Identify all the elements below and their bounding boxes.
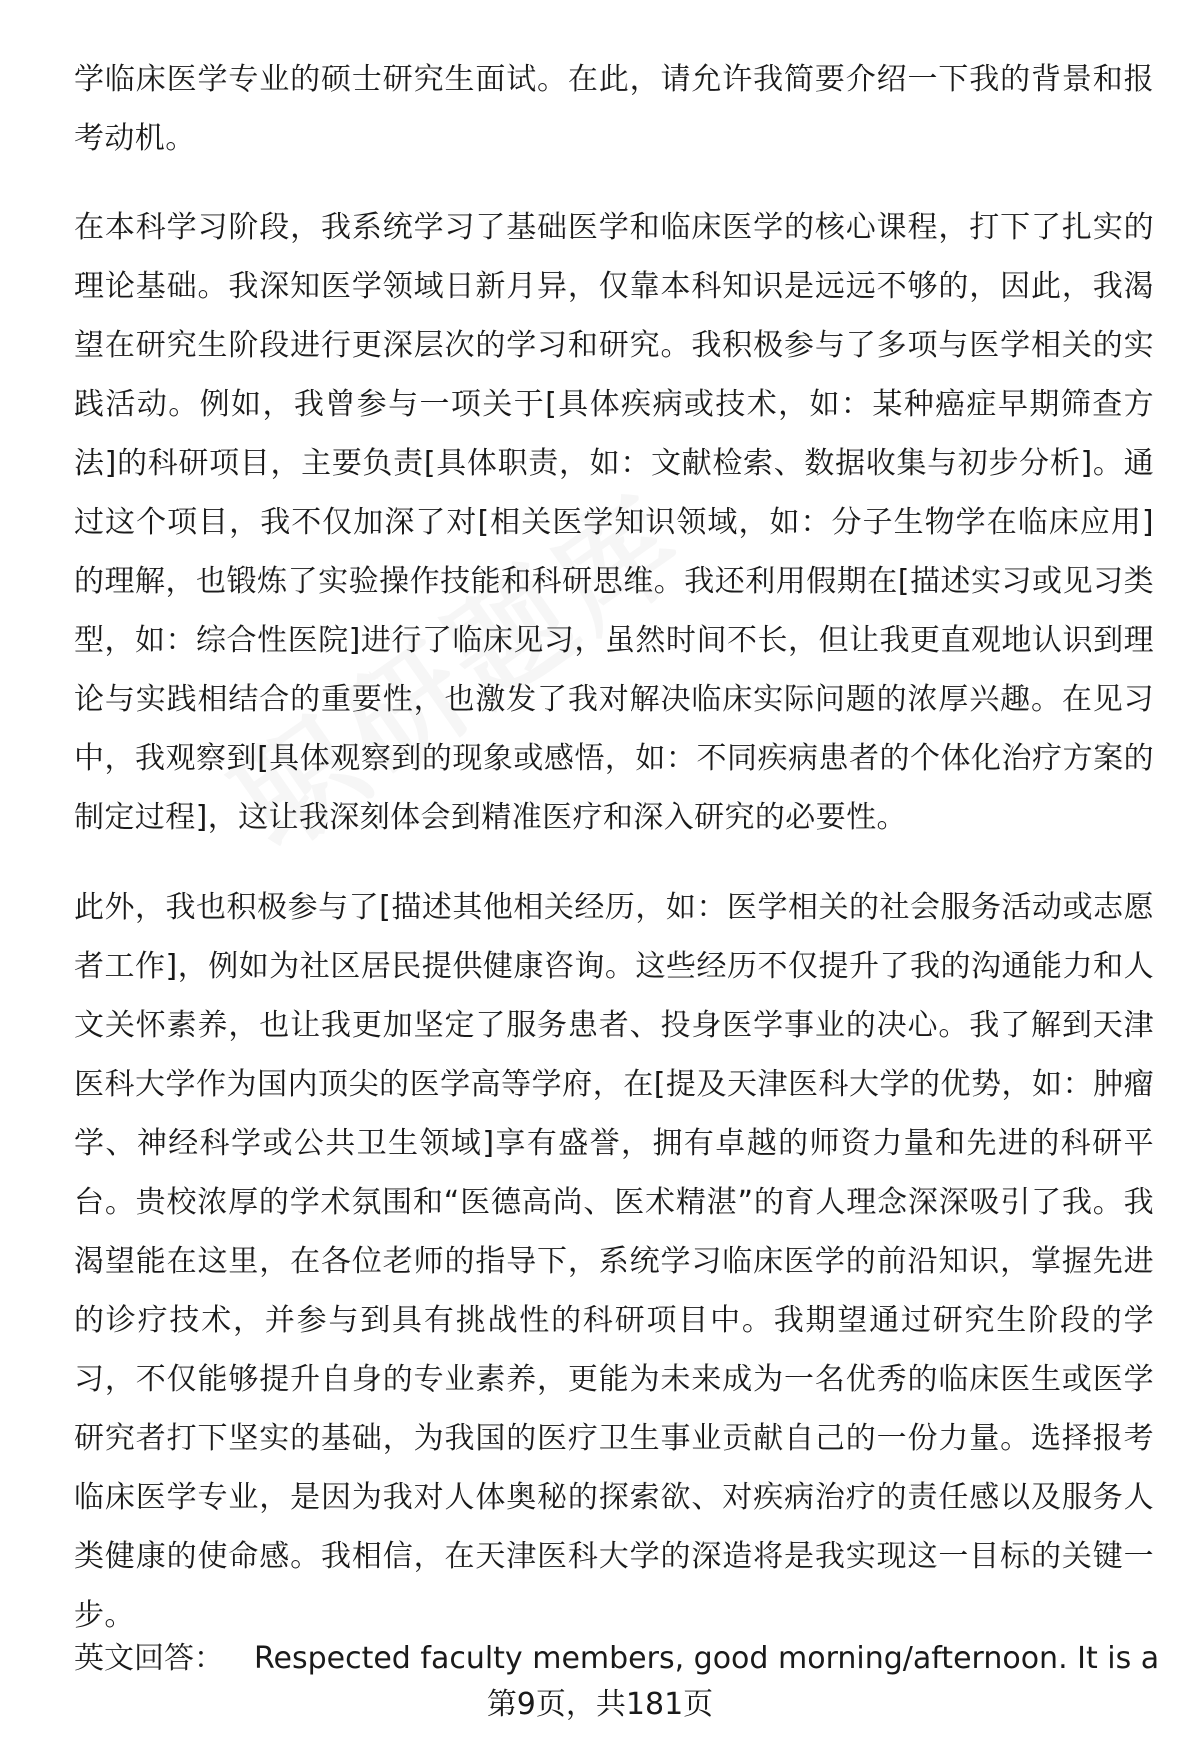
page-number-footer: 第9页，共181页 [486,1687,714,1722]
paragraph-motivation: 此外，我也积极参与了[描述其他相关经历，如：医学相关的社会服务活动或志愿者工作]，例如为社区居民提供健康咨询。这些经历不仅提升了我的沟通能力和人文关怀素养，也让我更加坚定了服务患者、投身医学事业的决心。我了解到天津医科大学作为国内顶尖的医学高等学府，在[提及天津医科大学的优势，如：肿瘤学、神经科学或公共卫生领域]享有盛誉，拥有卓越的师资力量和先进的科研平台。贵校浓厚的学术氛围和“医德高尚、医术精湛”的育人理念深深吸引了我。我渴望能在这里，在各位老师的指导下，系统学习临床医学的前沿知识，掌握先进的诊疗技术，并参与到具有挑战性的科研项目中。我期望通过研究生阶段的学习，不仅能够提升自身的专业素养，更能为未来成为一名优秀的临床医生或医学研究者打下坚实的基础，为我国的医疗卫生事业贡献自己的一份力量。选择报考临床医学专业，是因为我对人体奥秘的探索欲、对疾病治疗的责任感以及服务人类健康的使命感。我相信，在天津医科大学的深造将是我实现这一目标的关键一步。 [74,890,1154,1633]
english-answer-text: Respected faculty members, good morning/afternoon. It is a [254,1641,1160,1676]
english-answer-line [74,1634,1160,1684]
paragraph-intro: 学临床医学专业的硕士研究生面试。在此，请允许我简要介绍一下我的背景和报考动机。 [74,62,1154,156]
paragraph-undergraduate: 在本科学习阶段，我系统学习了基础医学和临床医学的核心课程，打下了扎实的理论基础。我深知医学领域日新月异，仅靠本科知识是远远不够的，因此，我渴望在研究生阶段进行更深层次的学习和研究。我积极参与了多项与医学相关的实践活动。例如，我曾参与一项关于[具体疾病或技术，如：某种癌症早期筛查方法]的科研项目，主要负责[具体职责，如：文献检索、数据收集与初步分析]。通过这个项目，我不仅加深了对[相关医学知识领域，如：分子生物学在临床应用]的理解，也锻炼了实验操作技能和科研思维。我还利用假期在[描述实习或见习类型，如：综合性医院]进行了临床见习，虽然时间不长，但让我更直观地认识到理论与实践相结合的重要性，也激发了我对解决临床实际问题的浓厚兴趣。在见习中，我观察到[具体观察到的现象或感悟，如：不同疾病患者的个体化治疗方案的制定过程]，这让我深刻体会到精准医疗和深入研究的必要性。 [74,210,1154,835]
english-answer-label: 英文回答： [74,1641,224,1676]
